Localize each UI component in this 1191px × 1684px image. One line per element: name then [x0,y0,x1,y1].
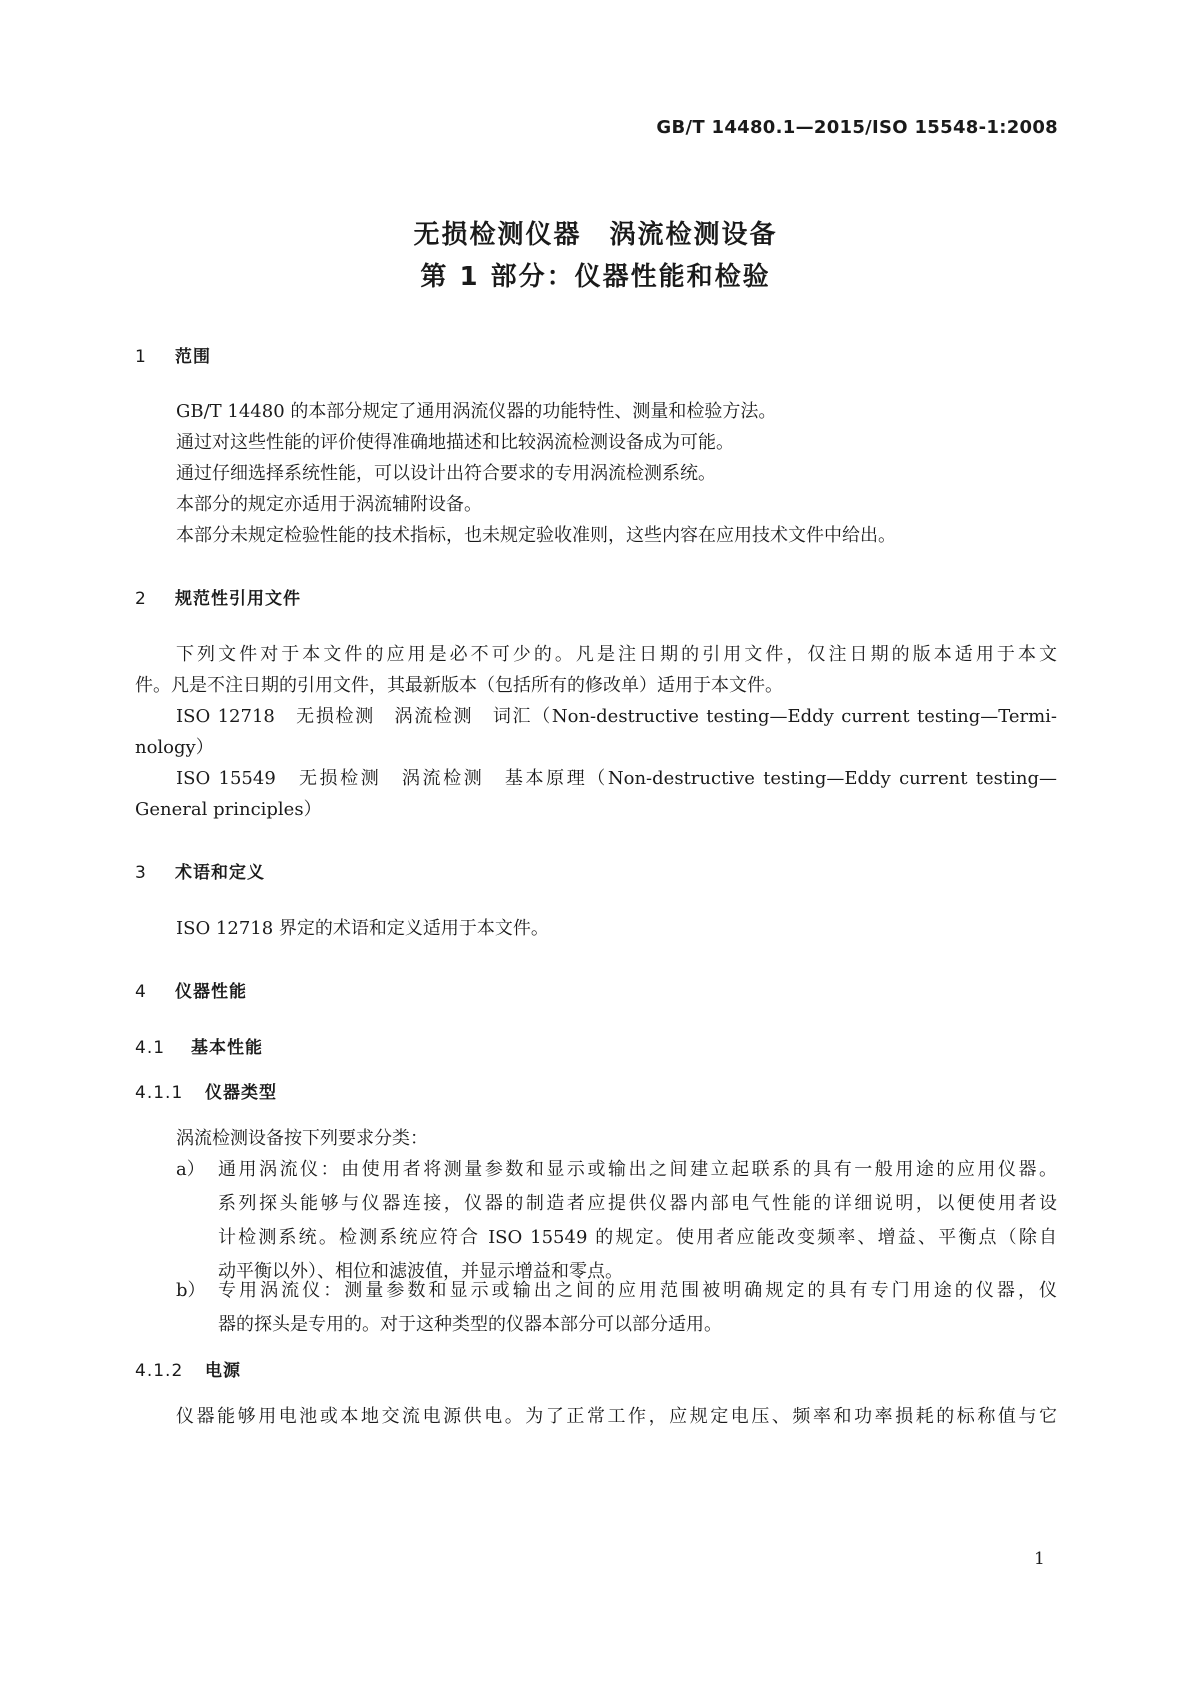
section-number: 3 [135,863,147,883]
section-title: 术语和定义 [175,863,265,883]
section-title: 仪器类型 [205,1083,277,1103]
list-item-line: 器的探头是专用的。对于这种类型的仪器本部分可以部分适用。 [218,1314,722,1335]
document-title-line-2: 第 1 部分：仪器性能和检验 [420,262,771,292]
reference-iso-15549-cont: General principles） [135,799,322,820]
section-title: 仪器性能 [175,982,247,1002]
list-item-line: 计检测系统。检测系统应符合 ISO 15549 的规定。使用者应能改变频率、增益、平衡点（除自 [218,1227,1057,1248]
paragraph: 通过对这些性能的评价使得准确地描述和比较涡流检测设备成为可能。 [176,432,734,453]
list-item-label-a: a） [176,1159,205,1180]
reference-iso-15549: ISO 15549 无损检测 涡流检测 基本原理（Non-destructive testing—Eddy current testing— [176,768,1057,789]
section-number: 2 [135,589,147,609]
paragraph: 涡流检测设备按下列要求分类： [176,1128,428,1149]
section-title: 基本性能 [191,1038,263,1058]
document-title-line-1: 无损检测仪器 涡流检测设备 [413,220,778,250]
section-4-1-1-heading [135,1078,277,1103]
section-3-heading [135,858,265,883]
section-title: 规范性引用文件 [175,589,301,609]
reference-iso-12718-cont: nology） [135,737,214,758]
section-number: 4 [135,982,147,1002]
paragraph: 本部分未规定检验性能的技术指标，也未规定验收准则，这些内容在应用技术文件中给出。 [176,525,896,546]
section-2-heading [135,584,301,609]
section-number: 1 [135,347,147,367]
page-number: 1 [1034,1549,1045,1569]
list-item-line: 专用涡流仪：测量参数和显示或输出之间的应用范围被明确规定的具有专门用途的仪器，仪 [218,1280,1057,1301]
paragraph: 仪器能够用电池或本地交流电源供电。为了正常工作，应规定电压、频率和功率损耗的标称值与它 [176,1406,1057,1427]
section-number: 4.1 [135,1038,166,1058]
section-4-1-heading [135,1033,263,1058]
paragraph: 本部分的规定亦适用于涡流辅附设备。 [176,494,482,515]
list-item-label-b: b） [176,1280,206,1301]
paragraph: 通过仔细选择系统性能，可以设计出符合要求的专用涡流检测系统。 [176,463,716,484]
standard-number: GB/T 14480.1—2015/ISO 15548-1:2008 [656,117,1058,138]
list-item-line: 系列探头能够与仪器连接，仪器的制造者应提供仪器内部电气性能的详细说明，以便使用者设 [218,1193,1057,1214]
list-item-a [218,1153,1057,1289]
section-title: 电源 [205,1361,241,1381]
reference-iso-12718: ISO 12718 无损检测 涡流检测 词汇（Non-destructive testing—Eddy current testing—Termi- [176,706,1057,727]
normative-intro-line-1: 下列文件对于本文件的应用是必不可少的。凡是注日期的引用文件，仅注日期的版本适用于本文 [176,644,1057,665]
paragraph: GB/T 14480 的本部分规定了通用涡流仪器的功能特性、测量和检验方法。 [176,401,777,422]
section-4-heading [135,977,247,1002]
list-item-line: 通用涡流仪：由使用者将测量参数和显示或输出之间建立起联系的具有一般用途的应用仪器。 [218,1159,1057,1180]
section-number: 4.1.1 [135,1083,184,1103]
section-number: 4.1.2 [135,1361,184,1381]
section-title: 范围 [175,347,211,367]
section-4-1-2-heading [135,1356,241,1381]
list-item-line: 动平衡以外）、相位和滤波值，并显示增益和零点。 [218,1261,623,1282]
list-item-b [218,1274,1057,1342]
normative-intro-line-2: 件。凡是不注日期的引用文件，其最新版本（包括所有的修改单）适用于本文件。 [135,675,783,696]
paragraph: ISO 12718 界定的术语和定义适用于本文件。 [176,918,549,939]
section-1-heading [135,342,211,367]
